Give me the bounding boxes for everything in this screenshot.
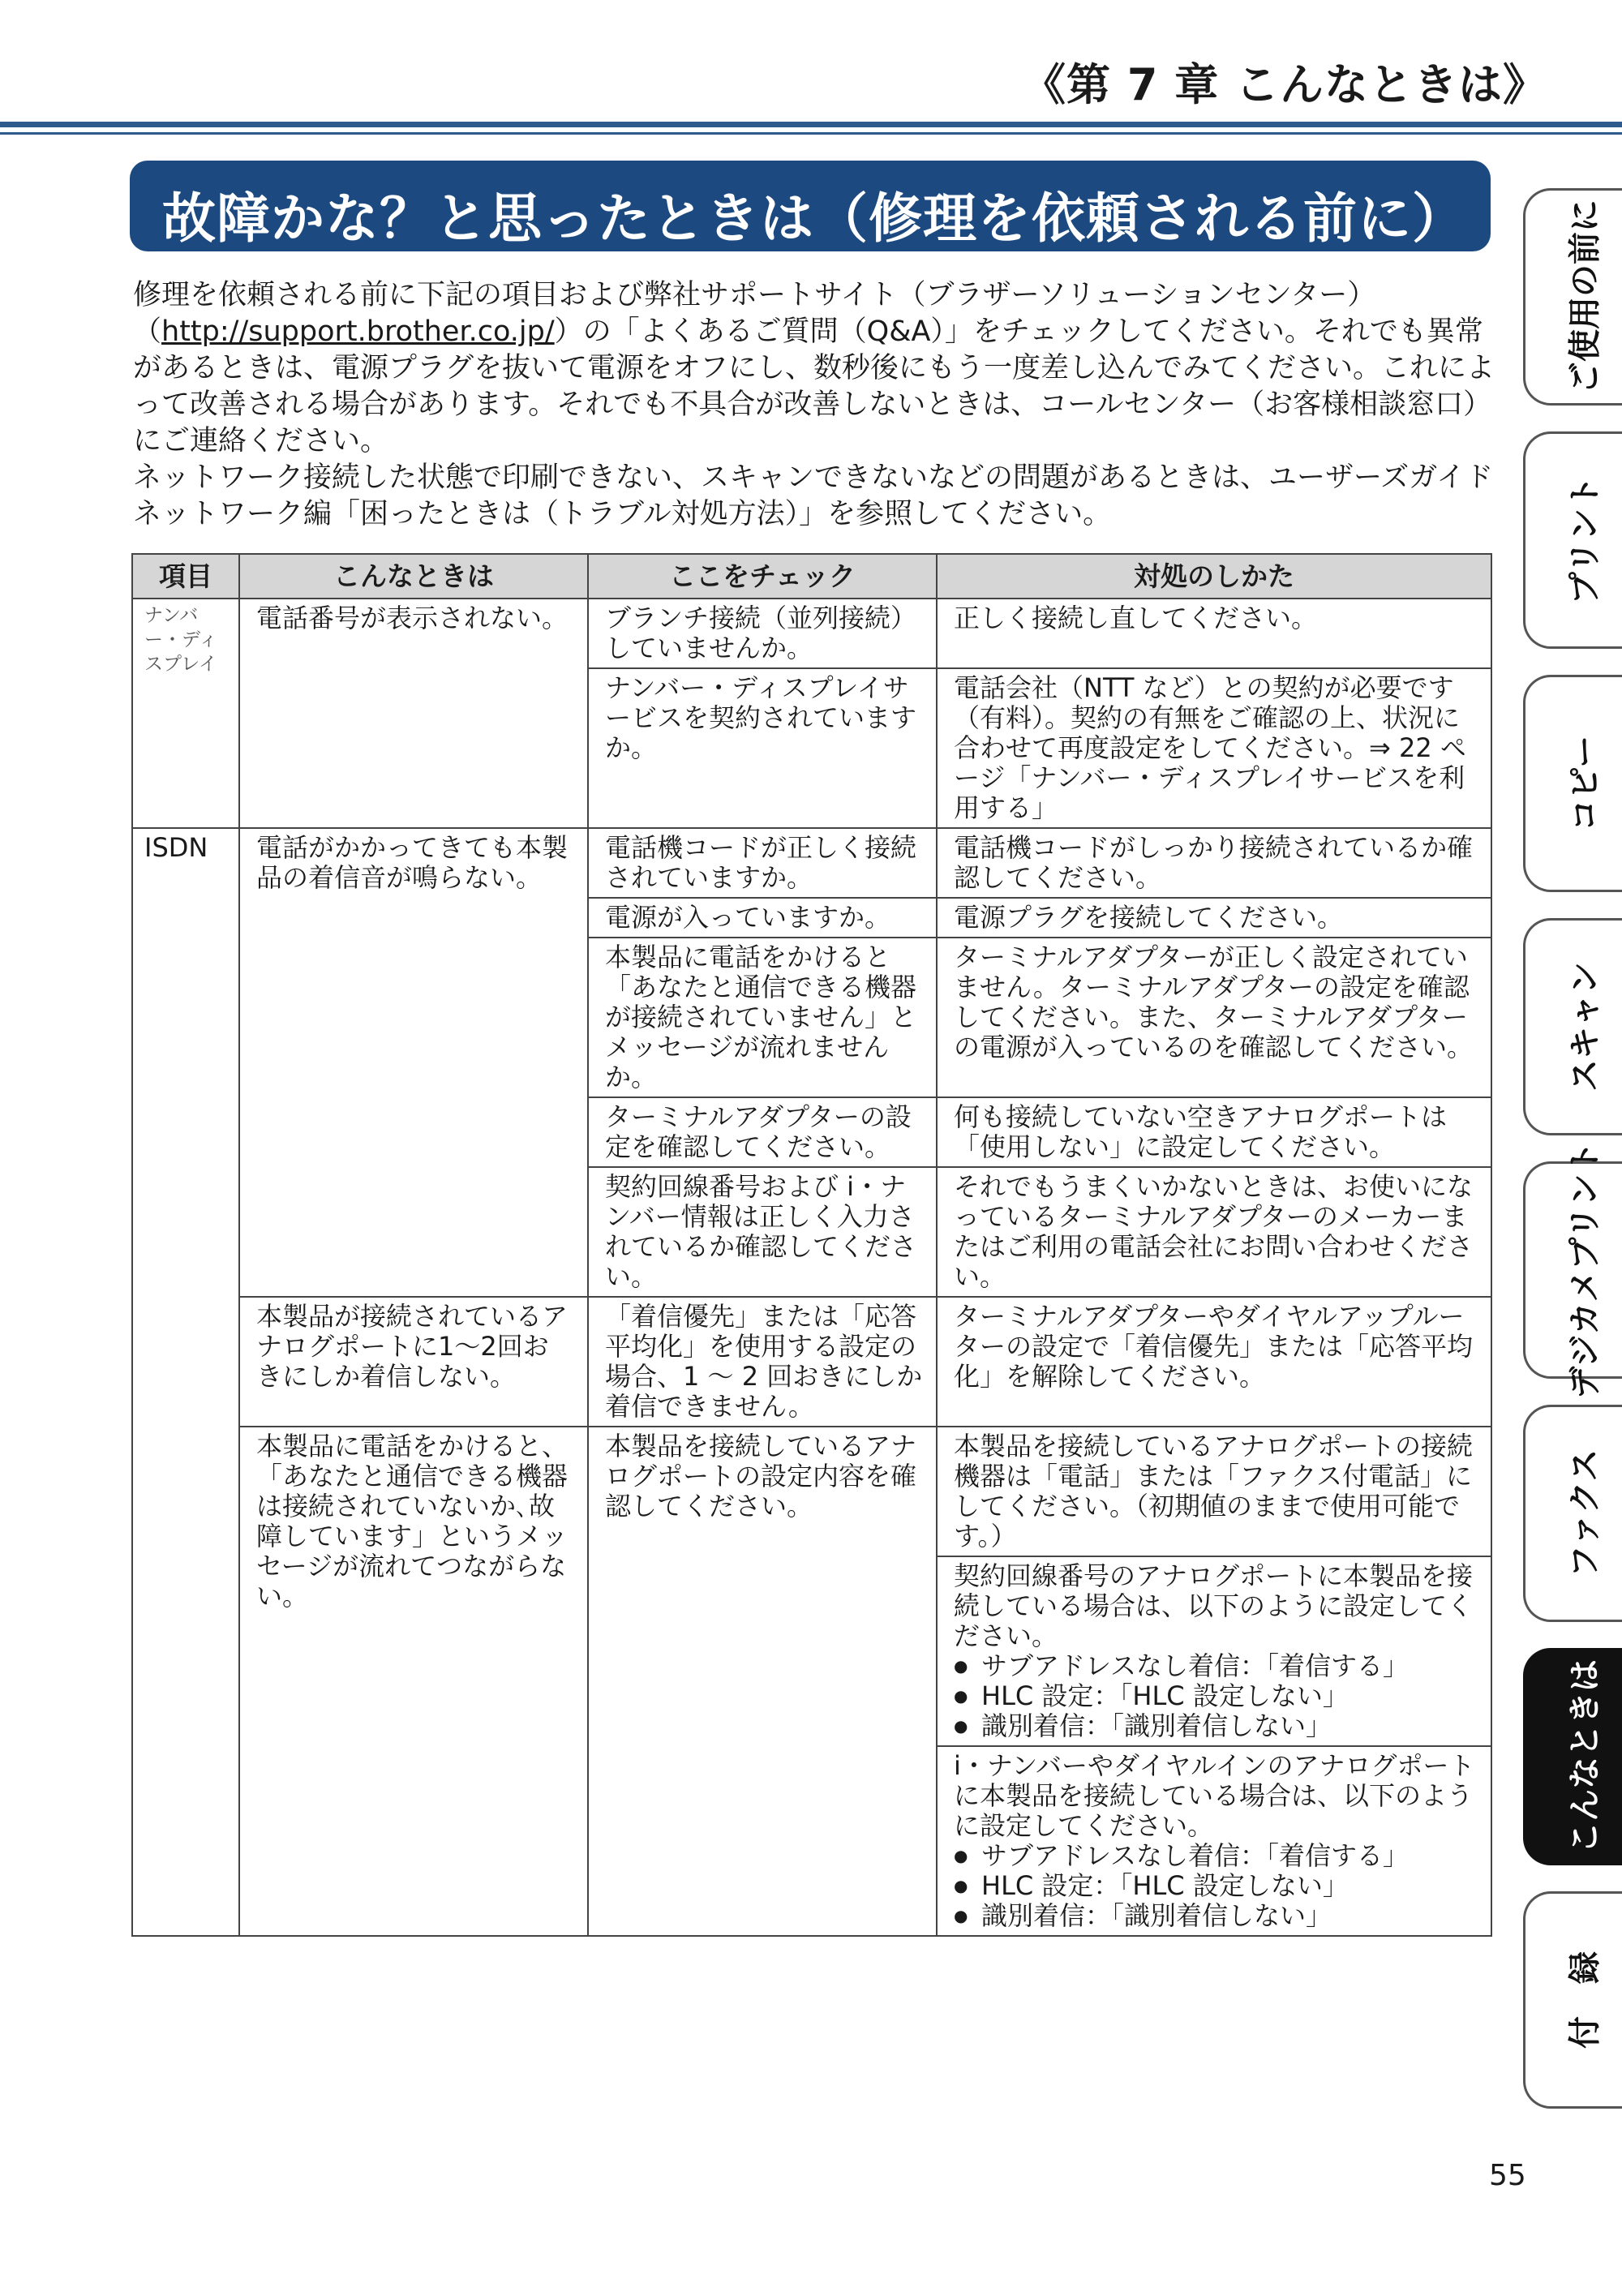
settings-list	[954, 1651, 1478, 1741]
check-cell: 「着信優先」または「応答平均化」を使用する設定の場合、1 ～ 2 回おきにしか着信できません。	[588, 1297, 937, 1427]
list-item: ● HLC 設定：「HLC 設定しない」	[954, 1871, 1478, 1901]
table-row	[132, 828, 1491, 898]
check-cell: 本製品に電話をかけると「あなたと通信できる機器が接続されていません」とメッセージが流れませんか。	[588, 938, 937, 1097]
tab-troubleshooting[interactable]	[1523, 1648, 1622, 1865]
header-check: ここをチェック	[588, 554, 937, 599]
tab-label: ご使用の前に	[1566, 200, 1604, 394]
tab-label: デジカメプリント	[1566, 1141, 1604, 1399]
intro-text	[133, 277, 1495, 533]
tab-before-use[interactable]	[1523, 188, 1622, 406]
tab-digicam-print[interactable]	[1523, 1141, 1622, 1399]
tab-copy[interactable]	[1523, 675, 1622, 892]
check-cell: 電源が入っていますか。	[588, 898, 937, 938]
check-cell: ブランチ接続（並列接続）していませんか。	[588, 599, 937, 668]
remedy-cell	[937, 1746, 1491, 1936]
header-item: 項目	[132, 554, 239, 599]
header-remedy: 対処のしかた	[937, 554, 1491, 599]
tab-label: 付 録	[1566, 1951, 1604, 2049]
remedy-cell: 電話機コードがしっかり接続されているか確認してください。	[937, 828, 1491, 898]
settings-list	[954, 1841, 1478, 1931]
troubleshooting-table	[131, 553, 1492, 1937]
table-header-row	[132, 554, 1491, 599]
list-item: ● 識別着信：「識別着信しない」	[954, 1711, 1478, 1741]
title-banner	[130, 161, 1491, 251]
header-symptom: こんなときは	[239, 554, 588, 599]
intro-text-part: 修理を依頼される前に下記の項目および弊社サポートサイト（ブラザーソリューションセンター）（	[133, 279, 1376, 348]
intro-text-part: ）の「よくあるご質問（Q&A）」をチェックしてください。それでも異常があるときは、電源プラグを抜いて電源をオフにし、数秒後にもう一度差し込んでみてください。これによって改善される場合があります。それでも不具合が改善しないときは、コールセンター（お客様相談窓口）にご連絡ください。	[133, 315, 1495, 457]
check-cell: ナンバー・ディスプレイサービスを契約されていますか。	[588, 668, 937, 828]
tab-label: こんなときは	[1566, 1659, 1604, 1854]
remedy-cell: 電話会社（NTT など）との契約が必要です（有料）。契約の有無をご確認の上、状況に合わせて再度設定をしてください。⇒ 22 ページ「ナンバー・ディスプレイサービスを利用する」	[937, 668, 1491, 828]
check-cell: 電話機コードが正しく接続されていますか。	[588, 828, 937, 898]
remedy-cell: ターミナルアダプターが正しく設定されていません。ターミナルアダプターの設定を確認してください。また、ターミナルアダプターの電源が入っているのを確認してください。	[937, 938, 1491, 1097]
remedy-cell: それでもうまくいかないときは、お使いになっているターミナルアダプターのメーカーまたはご利用の電話会社にお問い合わせください。	[937, 1167, 1491, 1297]
table-row	[132, 599, 1491, 668]
remedy-text: 契約回線番号のアナログポートに本製品を接続している場合は、以下のように設定してください。	[954, 1560, 1474, 1651]
symptom-cell: 本製品が接続されているアナログポートに1～2回おきにしか着信しない。	[239, 1297, 588, 1427]
item-cell: ISDN	[132, 828, 239, 1936]
tab-label: コピー	[1566, 735, 1604, 832]
list-item: ● 識別着信：「識別着信しない」	[954, 1901, 1478, 1931]
tab-label: プリント	[1566, 475, 1604, 605]
remedy-cell: ターミナルアダプターやダイヤルアップルーターの設定で「着信優先」または「応答平均化」を解除してください。	[937, 1297, 1491, 1427]
page-title: 故障かな？と思ったときは（修理を依頼される前に）	[162, 187, 1466, 250]
intro-paragraph-1	[133, 277, 1495, 460]
header-rule-thin	[0, 132, 1622, 135]
remedy-cell	[937, 1556, 1491, 1746]
check-cell: 本製品を接続しているアナログポートの設定内容を確認してください。	[588, 1427, 937, 1936]
remedy-cell: 本製品を接続しているアナログポートの接続機器は「電話」または「ファクス付電話」にしてください。（初期値のままで使用可能です。）	[937, 1427, 1491, 1556]
check-cell: 契約回線番号および i・ナンバー情報は正しく入力されているか確認してください。	[588, 1167, 937, 1297]
remedy-text: i・ナンバーやダイヤルインのアナログポートに本製品を接続している場合は、以下のように設定してください。	[954, 1750, 1475, 1841]
remedy-cell: 正しく接続し直してください。	[937, 599, 1491, 668]
support-url-link[interactable]: http://support.brother.co.jp/	[161, 315, 555, 348]
list-item: ● サブアドレスなし着信：「着信する」	[954, 1841, 1478, 1871]
list-item: ● HLC 設定：「HLC 設定しない」	[954, 1681, 1478, 1711]
tab-fax[interactable]	[1523, 1405, 1622, 1622]
remedy-cell: 電源プラグを接続してください。	[937, 898, 1491, 938]
remedy-cell: 何も接続していない空きアナログポートは「使用しない」に設定してください。	[937, 1097, 1491, 1167]
tab-label: ファクス	[1566, 1448, 1604, 1578]
header-rule-thick	[0, 122, 1622, 127]
page-number: 55	[1489, 2159, 1526, 2192]
tab-label: スキャン	[1566, 962, 1604, 1092]
symptom-cell: 本製品に電話をかけると、「あなたと通信できる機器は接続されていないか､故障しています」というメッセージが流れてつながらない。	[239, 1427, 588, 1936]
tab-appendix[interactable]	[1523, 1891, 1622, 2109]
intro-paragraph-2: ネットワーク接続した状態で印刷できない、スキャンできないなどの問題があるときは、ユーザーズガイド ネットワーク編「困ったときは（トラブル対処方法）」を参照してください。	[133, 461, 1494, 530]
table-row	[132, 1297, 1491, 1427]
chapter-header: 《第 7 章 こんなときは》	[1022, 59, 1547, 110]
symptom-cell: 電話がかかってきても本製品の着信音が鳴らない。	[239, 828, 588, 1297]
tab-print[interactable]	[1523, 431, 1622, 649]
table-row	[132, 1427, 1491, 1556]
tab-scan[interactable]	[1523, 918, 1622, 1135]
item-cell: ナンバー・ディスプレイ	[132, 599, 239, 828]
check-cell: ターミナルアダプターの設定を確認してください。	[588, 1097, 937, 1167]
list-item: ● サブアドレスなし着信：「着信する」	[954, 1651, 1478, 1681]
symptom-cell: 電話番号が表示されない。	[239, 599, 588, 828]
